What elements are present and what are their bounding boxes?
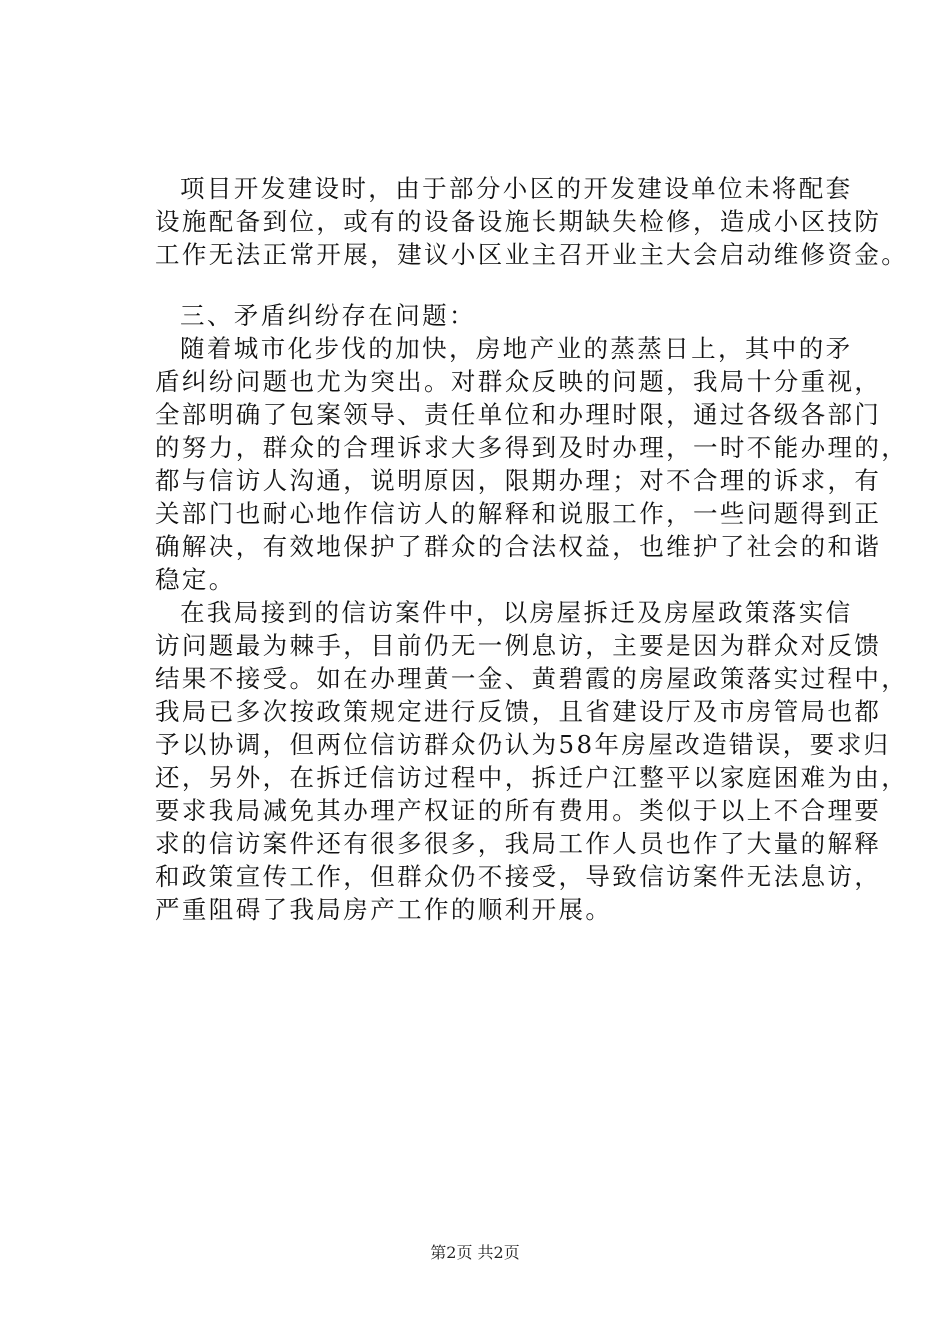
paragraph-3-line-1: 在我局接到的信访案件中，以房屋拆迁及房屋政策落实信: [180, 598, 853, 627]
paragraph-2-line-6: 关部门也耐心地作信访人的解释和说服工作，一些问题得到正: [155, 499, 882, 528]
paragraph-3-line-6: 还，另外，在拆迁信访过程中，拆迁户江整平以家庭困难为由，: [155, 763, 909, 792]
paragraph-3-line-5: 予以协调，但两位信访群众仍认为58年房屋改造错误，要求归: [155, 730, 891, 759]
paragraph-2-line-2: 盾纠纷问题也尤为突出。对群众反映的问题，我局十分重视，: [155, 367, 882, 396]
paragraph-2-line-5: 都与信访人沟通，说明原因，限期办理；对不合理的诉求，有: [155, 466, 882, 495]
paragraph-3-line-8: 求的信访案件还有很多很多，我局工作人员也作了大量的解释: [155, 829, 882, 858]
paragraph-3-line-4: 我局已多次按政策规定进行反馈，且省建设厅及市房管局也都: [155, 697, 882, 726]
paragraph-1-line-2: 设施配备到位，或有的设备设施长期缺失检修，造成小区技防: [155, 207, 882, 236]
paragraph-3-line-3: 结果不接受。如在办理黄一金、黄碧霞的房屋政策落实过程中，: [155, 664, 909, 693]
paragraph-3-line-7: 要求我局减免其办理产权证的所有费用。类似于以上不合理要: [155, 796, 882, 825]
paragraph-3-line-2: 访问题最为棘手，目前仍无一例息访，主要是因为群众对反馈: [155, 631, 882, 660]
paragraph-3-line-10: 严重阻碍了我局房产工作的顺利开展。: [155, 895, 613, 924]
paragraph-2-line-7: 确解决，有效地保护了群众的合法权益，也维护了社会的和谐: [155, 532, 882, 561]
page-footer: 第2页 共2页: [430, 1243, 520, 1262]
paragraph-1-line-3: 工作无法正常开展，建议小区业主召开业主大会启动维修资金。: [155, 240, 909, 269]
paragraph-1-line-1: 项目开发建设时，由于部分小区的开发建设单位未将配套: [180, 174, 853, 203]
paragraph-3-line-9: 和政策宣传工作，但群众仍不接受，导致信访案件无法息访，: [155, 862, 882, 891]
paragraph-2-line-8: 稳定。: [155, 565, 236, 594]
paragraph-2-line-4: 的努力，群众的合理诉求大多得到及时办理，一时不能办理的，: [155, 433, 909, 462]
section-heading: 三、矛盾纠纷存在问题：: [180, 301, 476, 330]
paragraph-2-line-1: 随着城市化步伐的加快，房地产业的蒸蒸日上，其中的矛: [180, 334, 853, 363]
paragraph-2-line-3: 全部明确了包案领导、责任单位和办理时限，通过各级各部门: [155, 400, 882, 429]
